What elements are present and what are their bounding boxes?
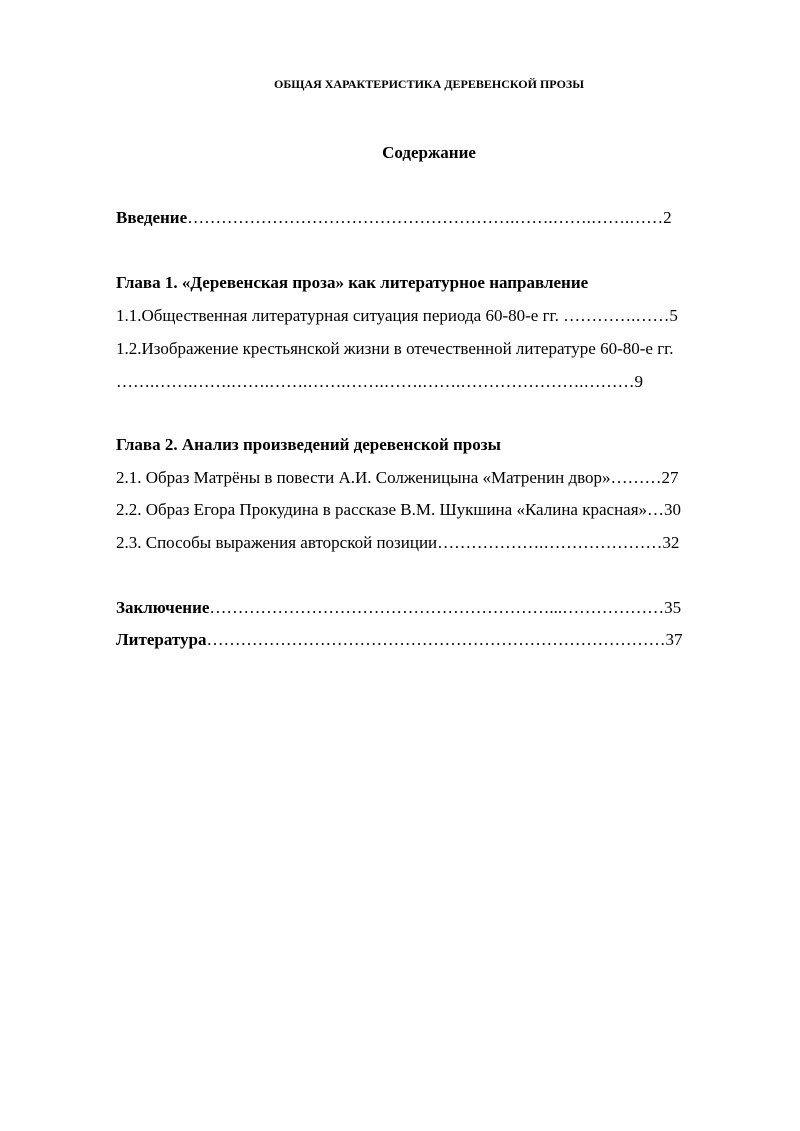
toc-entry-text: 2.3. Способы выражения авторской позиции……………….………………… [116, 533, 663, 552]
toc-page-number: 9 [634, 372, 643, 391]
toc-leader: …….…….…….…….…….…….…….…….…….………………….……… [116, 372, 635, 391]
toc-entry-2-2 [116, 500, 681, 520]
toc-entry-2-3 [116, 533, 679, 553]
toc-entry-conclusion [116, 598, 681, 618]
toc-entry-label: Заключение [116, 598, 210, 617]
chapter-1-title: Глава 1. «Деревенская проза» как литературное направление [116, 273, 589, 292]
toc-page-number: 35 [664, 598, 682, 617]
toc-entry-1-2 [116, 339, 673, 359]
toc-page-number: 37 [665, 630, 683, 649]
toc-entry-2-1 [116, 468, 679, 488]
toc-entry-text: 2.1. Образ Матрёны в повести А.И. Солженицына «Матренин двор»……… [116, 468, 662, 487]
chapter-2-title: Глава 2. Анализ произведений деревенской прозы [116, 435, 501, 454]
toc-entry-text: 2.2. Образ Егора Прокудина в рассказе В.М. Шукшина «Калина красная»… [116, 500, 665, 519]
toc-entry-text: 1.1.Общественная литературная ситуация периода 60-80-е гг. ………….…… [116, 306, 670, 325]
toc-page-number: 27 [661, 468, 679, 487]
toc-entry-intro [116, 208, 672, 228]
toc-entry-1-1 [116, 306, 678, 326]
toc-leader: ……………………………………………………...……………… [209, 598, 665, 617]
toc-entry-text: 1.2.Изображение крестьянской жизни в отечественной литературе 60-80-е гг. [116, 339, 674, 358]
toc-page-number: 32 [662, 533, 680, 552]
toc-leader: ………………………………………………….…….…….…….…… [187, 208, 664, 227]
toc-entry-label: Введение [116, 208, 188, 227]
toc-page-number: 5 [669, 306, 678, 325]
toc-entry-literature [116, 630, 682, 650]
toc-page-number: 2 [663, 208, 672, 227]
toc-page-number: 30 [664, 500, 682, 519]
toc-leader: ……………………………………………………………………… [206, 630, 666, 649]
toc-entry-label: Литература [116, 630, 207, 649]
toc-entry-1-2-continuation [116, 372, 643, 392]
toc-heading: Содержание [382, 143, 476, 162]
document-title: ОБЩАЯ ХАРАКТЕРИСТИКА ДЕРЕВЕНСКОЙ ПРОЗЫ [273, 77, 585, 91]
